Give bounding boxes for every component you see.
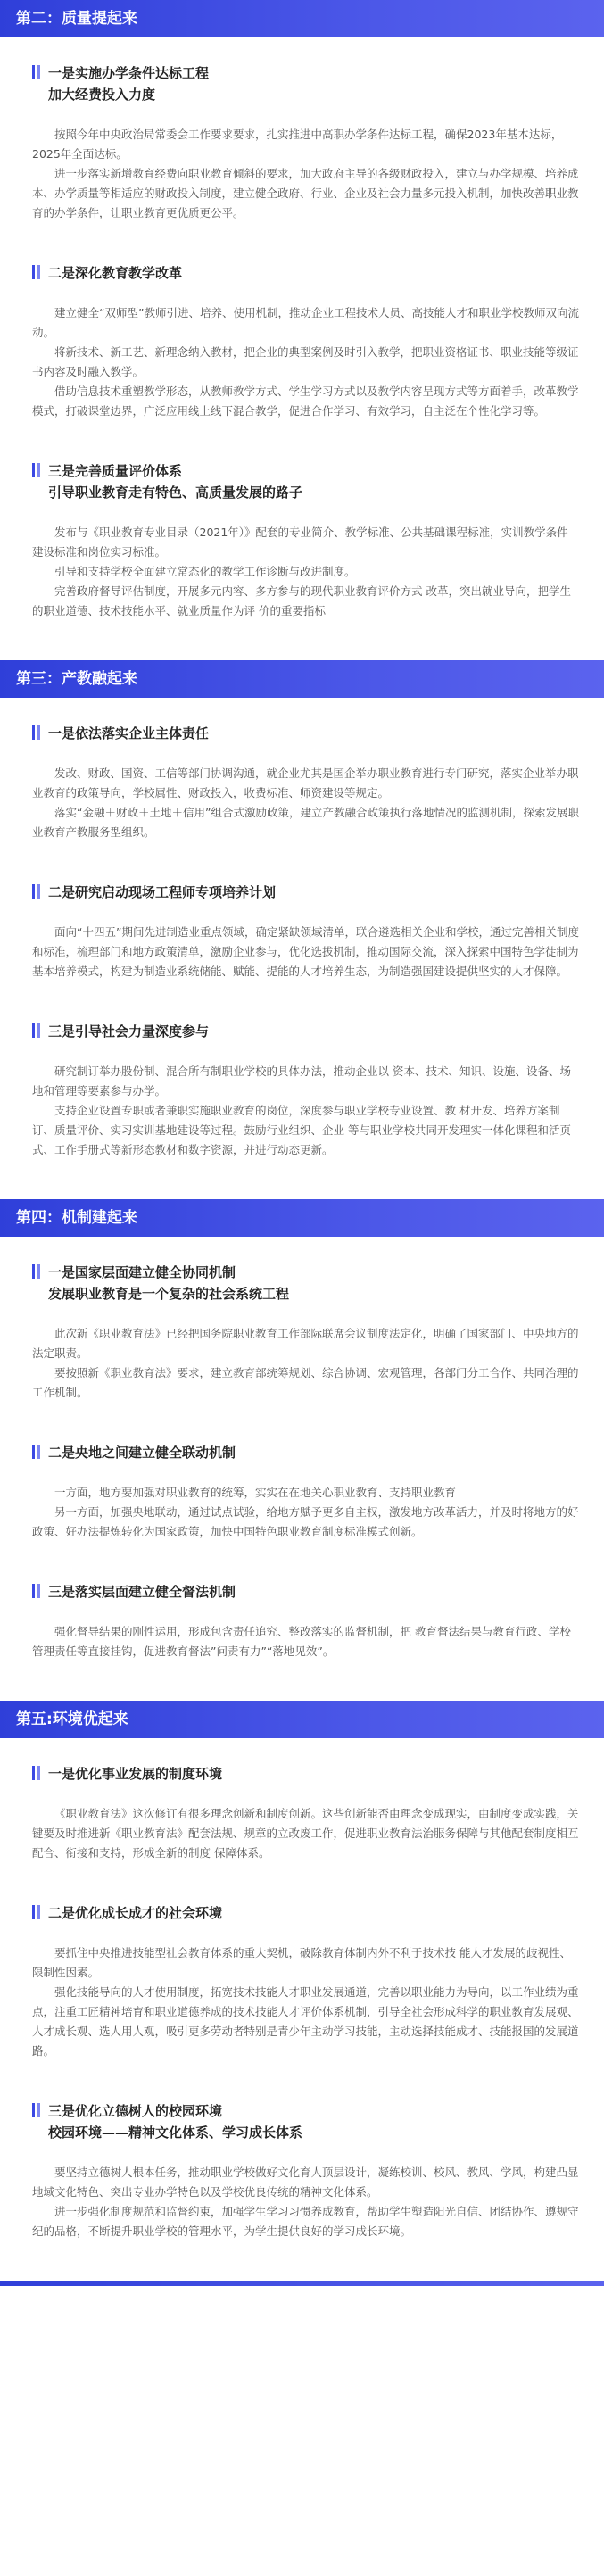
subsection-title-line: 三是优化立德树人的校园环境 [48, 2103, 223, 2119]
paragraph: 发改、财政、国资、工信等部门协调沟通，就企业尤其是国企举办职业教育进行专门研究，落实企业举办职业教育的政策导向，学校属性、财政投入，收费标准、师资建设等规定。 [32, 766, 579, 799]
subsection-title [32, 882, 583, 903]
paragraph: 将新技术、新工艺、新理念纳入教材，把企业的典型案例及时引入教学，把职业资格证书、职业技能等级证书内容及时融入教学。 [32, 345, 579, 378]
section-header: 第四：机制建起来 [0, 1199, 604, 1237]
paragraph: 引导和支持学校全面建立常态化的教学工作诊断与改进制度。 [54, 565, 356, 578]
double-bar-icon [32, 1445, 41, 1459]
paragraph: 研究制订举办股份制、混合所有制职业学校的具体办法，推动企业以 资本、技术、知识、设施、设备、场地和管理等要素参与办学。 [32, 1064, 571, 1097]
double-bar-icon [32, 884, 41, 899]
paragraph: 此次新《职业教育法》已经把国务院职业教育工作部际联席会议制度法定化，明确了国家部门、中央地方的法定职责。 [32, 1327, 579, 1360]
subsection-title-line: 二是研究启动现场工程师专项培养计划 [48, 884, 277, 900]
subsection-title [32, 62, 583, 105]
subsection-title-line: 加大经费投入力度 [48, 87, 156, 103]
double-bar-icon [32, 2103, 41, 2117]
subsection-title [32, 2100, 583, 2143]
section-header: 第三：产教融起来 [0, 660, 604, 698]
subsection [0, 882, 604, 982]
section-header: 第五:环境优起来 [0, 1701, 604, 1738]
paragraph: 进一步强化制度规范和监督约束，加强学生学习习惯养成教育，帮助学生塑造阳光自信、团结协作、遵规守纪的品格，不断提升职业学校的管理水平，为学生提供良好的学习成长环境。 [32, 2205, 579, 2238]
footer-bar [0, 2281, 604, 2286]
subsection-title [32, 1021, 583, 1042]
paragraph: 落实“金融＋财政＋土地＋信用”组合式激励政策，建立产教融合政策执行落地情况的监测机制，探索发展职业教育产教服务型组织。 [32, 806, 579, 839]
subsection [0, 1262, 604, 1403]
subsection-title [32, 1442, 583, 1463]
subsection-title-line: 一是优化事业发展的制度环境 [48, 1766, 223, 1782]
double-bar-icon [32, 1023, 41, 1038]
double-bar-icon [32, 1584, 41, 1598]
subsection-title-line: 一是依法落实企业主体责任 [48, 725, 210, 741]
subsection-title-line: 二是央地之间建立健全联动机制 [48, 1445, 236, 1461]
subsection-title-line: 二是优化成长成才的社会环境 [48, 1905, 223, 1921]
subsection-title [32, 1262, 583, 1305]
paragraph: 要抓住中央推进技能型社会教育体系的重大契机，破除教育体制内外不利于技术技 能人才发展的歧视性、限制性因素。 [32, 1946, 571, 1979]
paragraph: 要坚持立德树人根本任务，推动职业学校做好文化育人顶层设计，凝练校训、校风、教风、学风，构建凸显地域文化特色、突出专业办学特色以及学校优良传统的精神文化体系。 [32, 2166, 579, 2199]
subsection-title [32, 262, 583, 284]
paragraph: 建立健全“双师型”教师引进、培养、使用机制，推动企业工程技术人员、高技能人才和职业学校教师双向流动。 [32, 306, 579, 339]
paragraph: 发布与《职业教育专业目录（2021年）》配套的专业简介、教学标准、公共基础课程标准，实训教学条件建设标准和岗位实习标准。 [32, 526, 568, 559]
subsection-title-line: 一是实施办学条件达标工程 [48, 65, 210, 81]
double-bar-icon [32, 1264, 41, 1279]
section-header: 第二：质量提起来 [0, 0, 604, 37]
subsection-title [32, 1763, 583, 1785]
paragraph: 面向“十四五”期间先进制造业重点领域，确定紧缺领域清单，联合遴选相关企业和学校，通过完善相关制度和标准，梳理部门和地方政策清单，激励企业参与，优化选拔机制，推动国际交流，深入探索中国特色学徒制为基本培养模式，构建为制造业系统储能、赋能、提能的人才培养生态，为制造强国建设提供坚实的人才保障。 [32, 925, 579, 978]
paragraph: 强化督导结果的刚性运用，形成包含责任追究、整改落实的监督机制，把 教育督法结果与教育行政、学校管理责任等直接挂钩，促进教育督法”问责有力”“落地见效”。 [32, 1625, 571, 1658]
double-bar-icon [32, 1766, 41, 1780]
subsection [0, 460, 604, 621]
subsection [0, 1763, 604, 1863]
subsection-title [32, 460, 583, 503]
subsection [0, 62, 604, 223]
subsection [0, 1581, 604, 1661]
subsection-title-line: 三是完善质量评价体系 [48, 463, 183, 479]
subsection-title-line: 一是国家层面建立健全协同机制 [48, 1264, 236, 1280]
subsection-title [32, 1902, 583, 1924]
subsection-title [32, 723, 583, 744]
subsection [0, 1442, 604, 1542]
paragraph: 借助信息技术重塑教学形态，从教师教学方式、学生学习方式以及教学内容呈现方式等方面着手，改革教学模式，打破课堂边界，广泛应用线上线下混合教学，促进合作学习、有效学习，自主泛在个性化学习等。 [32, 385, 579, 418]
section [0, 0, 604, 621]
subsection-title-line: 二是深化教育教学改革 [48, 265, 183, 281]
paragraph: 完善政府督导评估制度，开展多元内容、多方参与的现代职业教育评价方式 改革，突出就业导向，把学生的职业道德、技术技能水平、就业质量作为评 价的重要指标 [32, 584, 571, 617]
paragraph: 要按照新《职业教育法》要求，建立教育部统筹规划、综合协调、宏观管理，各部门分工合作、共同治理的工作机制。 [32, 1366, 579, 1399]
section [0, 1701, 604, 2241]
subsection-title-line: 发展职业教育是一个复杂的社会系统工程 [48, 1286, 290, 1302]
double-bar-icon [32, 463, 41, 477]
section [0, 1199, 604, 1661]
subsection-title-line: 三是落实层面建立健全督法机制 [48, 1584, 236, 1600]
paragraph: 支持企业设置专职或者兼职实施职业教育的岗位，深度参与职业学校专业设置、教 材开发、培养方案制订、质量评价、实习实训基地建设等过程。鼓励行业组织、企业 等与职业学校共同开发理实一体化课程和活页式、工作手册式等新形态教材和数字资源，并进行动态更新。 [32, 1104, 571, 1156]
subsection [0, 262, 604, 421]
paragraph: 另一方面，加强央地联动，通过试点试验，给地方赋予更多自主权，激发地方改革活力，并及时将地方的好政策、好办法提炼转化为国家政策，加快中国特色职业教育制度标准模式创新。 [32, 1505, 579, 1538]
double-bar-icon [32, 1905, 41, 1919]
subsection-title-line: 引导职业教育走有特色、高质量发展的路子 [48, 485, 303, 501]
subsection [0, 723, 604, 842]
subsection [0, 1021, 604, 1160]
paragraph: 《职业教育法》这次修订有很多理念创新和制度创新。这些创新能否由理念变成现实，由制度变成实践，关键要及时推进新《职业教育法》配套法规、规章的立改废工作，促进职业教育法治服务保障与其他配套制度相互配合、衔接和支持，形成全新的制度 保障体系。 [32, 1807, 579, 1860]
paragraph: 一方面，地方要加强对职业教育的统筹，实实在在地关心职业教育、支持职业教育 [54, 1486, 457, 1499]
subsection-title [32, 1581, 583, 1603]
paragraph: 强化技能导向的人才使用制度，拓宽技术技能人才职业发展通道，完善以职业能力为导向，以工作业绩为重点，注重工匠精神培育和职业道德养成的技术技能人才评价体系机制，引导全社会形成科学的职业教育发展观、人才成长观、选人用人观，吸引更多劳动者特别是青少年主动学习技能，主动选择技能成才、技能报国的发展道路。 [32, 1985, 579, 2058]
paragraph: 按照今年中央政治局常委会工作要求要求，扎实推进中高职办学条件达标工程，确保2023年基本达标，2025年全面达标。 [32, 128, 563, 161]
double-bar-icon [32, 265, 41, 279]
double-bar-icon [32, 65, 41, 79]
subsection [0, 2100, 604, 2241]
subsection-title-line: 校园环境——精神文化体系、学习成长体系 [48, 2125, 303, 2141]
double-bar-icon [32, 725, 41, 740]
subsection-title-line: 三是引导社会力量深度参与 [48, 1023, 210, 1040]
subsection [0, 1902, 604, 2061]
paragraph: 进一步落实新增教育经费向职业教育倾斜的要求，加大政府主导的各级财政投入，建立与办学规模、培养成本、办学质量等相适应的财政投入制度，建立健全政府、行业、企业及社会力量多元投入机制，加快改善职业教育的办学条件，让职业教育更优质更公平。 [32, 167, 579, 219]
section [0, 660, 604, 1160]
